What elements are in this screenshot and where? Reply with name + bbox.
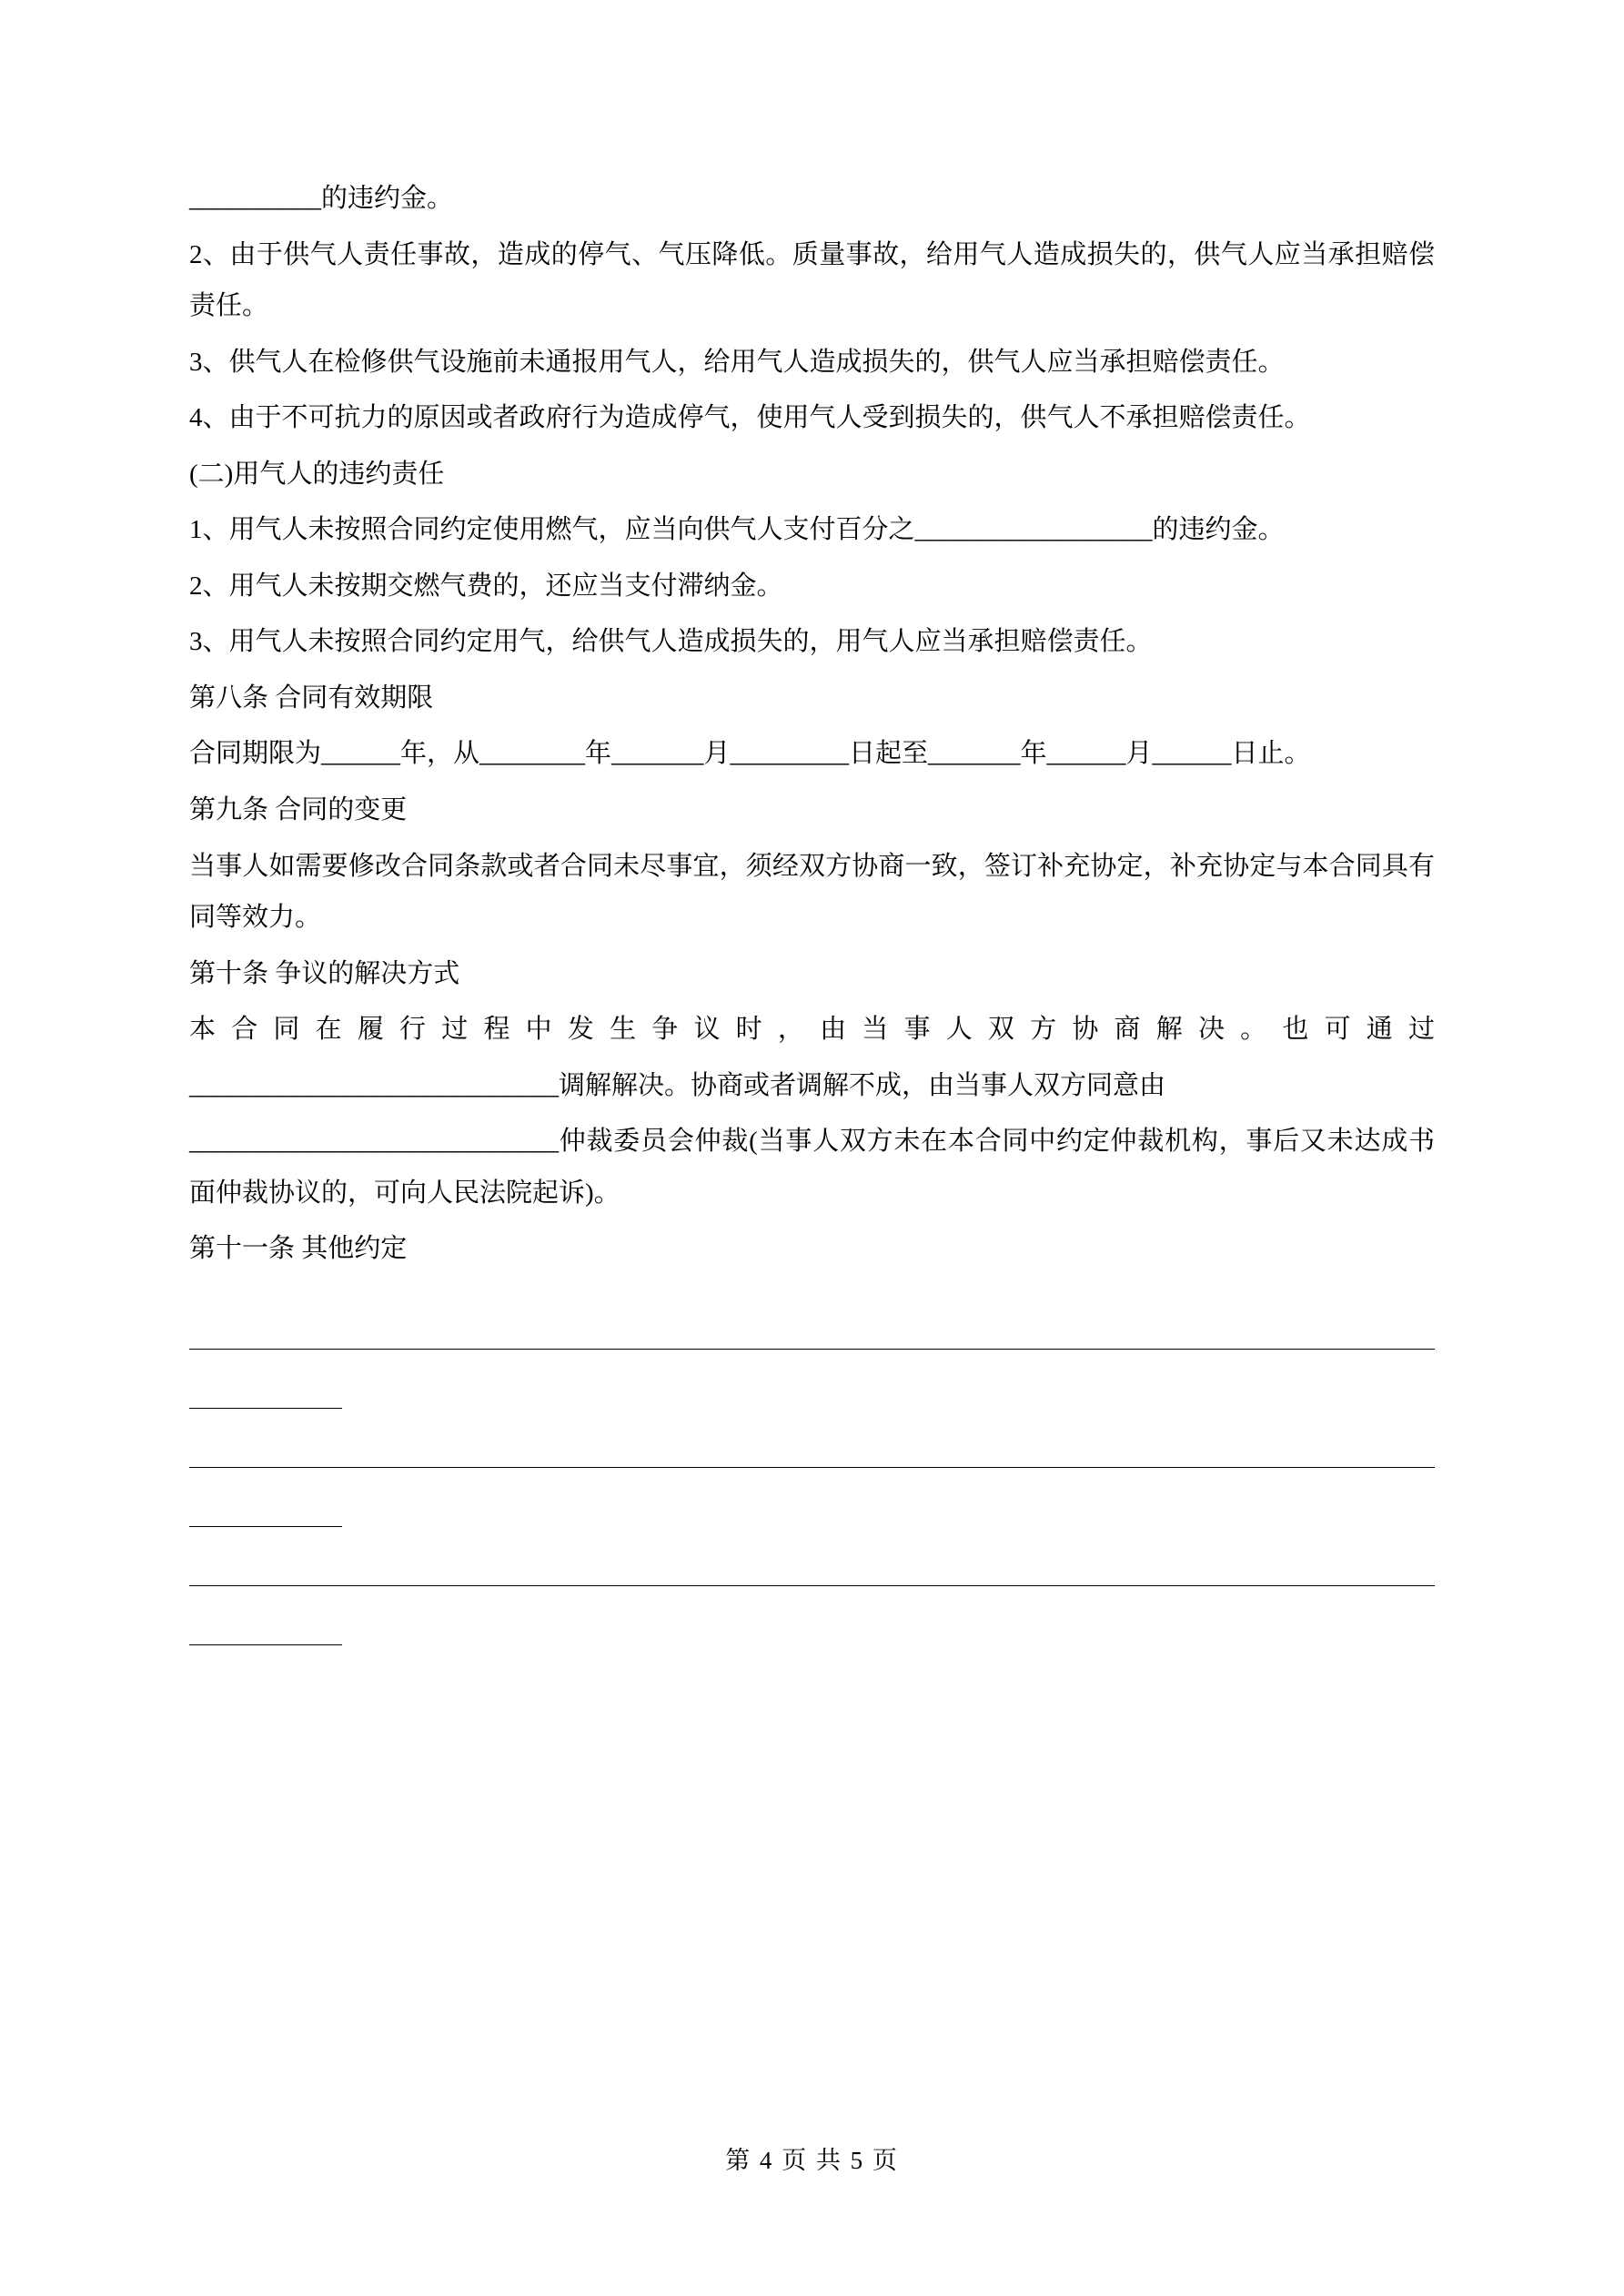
spacer — [189, 1527, 1435, 1543]
article-nine-heading: 第九条 合同的变更 — [189, 795, 408, 825]
paragraph-supplier-liability-3: 3、供气人在检修供气设施前未通报用气人，给用气人造成损失的，供气人应当承担赔偿责任。 — [189, 347, 1285, 377]
paragraph-user-liability-2: 2、用气人未按期交燃气费的，还应当支付滞纳金。 — [189, 571, 783, 601]
section-user-liability-heading: (二)用气人的违约责任 — [189, 459, 445, 489]
blank-rule-full-1 — [189, 1307, 1435, 1350]
page-footer: 第 4 页 共 5 页 — [725, 2147, 899, 2174]
article-eight-heading: 第八条 合同有效期限 — [189, 683, 434, 713]
article-eleven-heading: 第十一条 其他约定 — [189, 1234, 408, 1264]
article-ten-content-line1: 本合同在履行过程中发生争议时，由当事人双方协商解决。也可通过 — [189, 1015, 1435, 1045]
article-ten-heading: 第十条 争议的解决方式 — [189, 958, 460, 988]
blank-rule-full-2 — [189, 1425, 1435, 1468]
blank-rule-full-3 — [189, 1543, 1435, 1586]
spacer — [189, 1586, 1435, 1603]
blank-rule-short-1 — [189, 1366, 1435, 1409]
article-ten-content-line3: ____________________________仲裁委员会仲裁(当事人双方未在本合同中约定仲裁机构，事后又未达成书面仲裁协议的，可向人民法院起诉)。 — [189, 1127, 1435, 1208]
paragraph-supplier-liability-4: 4、由于不可抗力的原因或者政府行为造成停气，使用气人受到损失的，供气人不承担赔偿责任。 — [189, 403, 1311, 433]
spacer — [189, 1468, 1435, 1484]
article-eight-content: 合同期限为______年，从________年_______月_________日起至_______年______月______日止。 — [189, 739, 1311, 769]
paragraph-user-liability-1: 1、用气人未按照合同约定使用燃气，应当向供气人支付百分之__________________的违约金。 — [189, 515, 1285, 545]
document-body — [189, 173, 1435, 1645]
spacer — [189, 1350, 1435, 1366]
blank-rule-short-2 — [189, 1484, 1435, 1527]
paragraph-user-liability-3: 3、用气人未按照合同约定用气，给供气人造成损失的，用气人应当承担赔偿责任。 — [189, 627, 1153, 657]
paragraph-supplier-liability-2: 2、由于供气人责任事故，造成的停气、气压降低。质量事故，给用气人造成损失的，供气人应当承担赔偿责任。 — [189, 239, 1435, 321]
spacer — [189, 1409, 1435, 1425]
article-ten-content-line2: ____________________________调解解决。协商或者调解不成，由当事人双方同意由 — [189, 1070, 1166, 1100]
blank-rule-short-3 — [189, 1603, 1435, 1645]
paragraph-penalty-blank: __________的违约金。 — [189, 184, 454, 213]
spacer — [189, 1279, 1435, 1307]
article-nine-content: 当事人如需要修改合同条款或者合同未尽事宜，须经双方协商一致，签订补充协定，补充协定与本合同具有同等效力。 — [189, 851, 1435, 933]
